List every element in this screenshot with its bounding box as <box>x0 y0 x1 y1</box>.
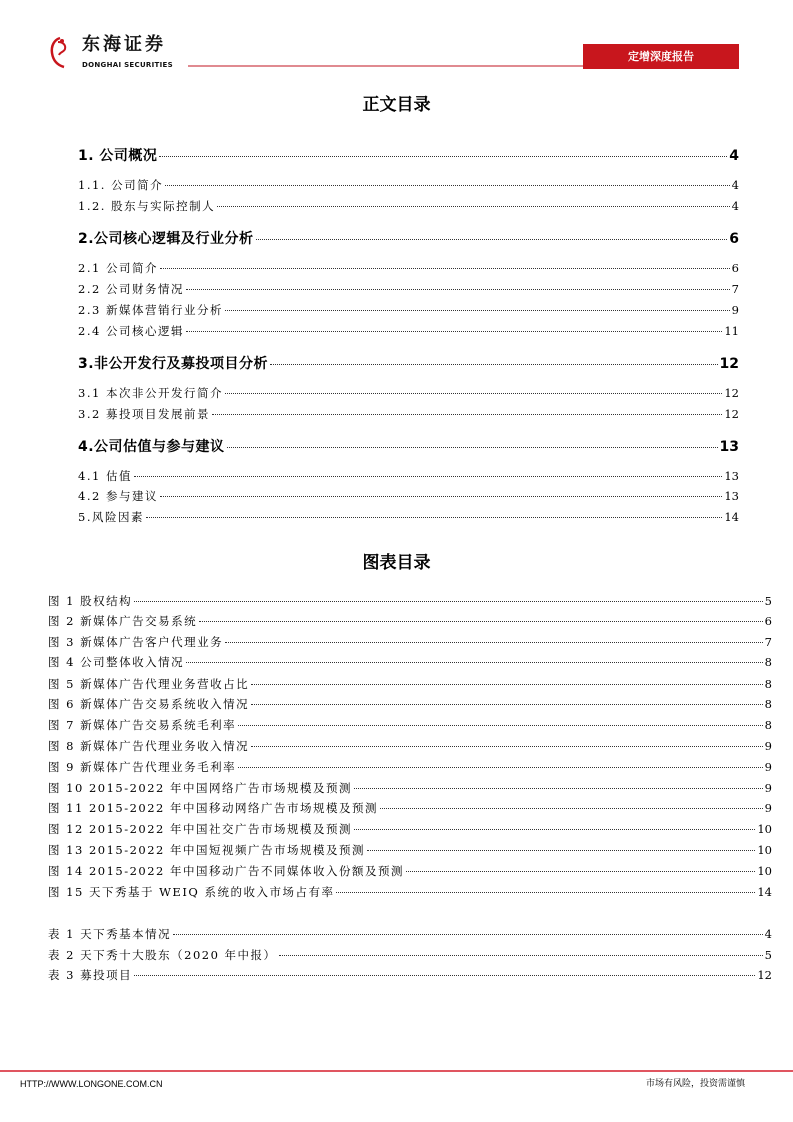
entry-label: 图 8 新媒体广告代理业务收入情况 <box>48 739 250 753</box>
dot-leader <box>354 829 755 830</box>
toc-title: 正文目录 <box>362 95 431 115</box>
entry-page: 8 <box>764 655 772 669</box>
entry-label: 2.4 公司核心逻辑 <box>78 324 184 338</box>
dot-leader <box>225 642 763 643</box>
toc-entry[interactable] <box>78 469 739 484</box>
toc-entry[interactable] <box>48 864 772 879</box>
footer-divider <box>0 1070 793 1072</box>
dot-leader <box>165 185 730 186</box>
entry-page: 12 <box>757 968 772 982</box>
entry-label: 图 13 2015-2022 年中国短视频广告市场规模及预测 <box>48 843 366 857</box>
entry-label: 图 15 天下秀基于 WEIQ 系统的收入市场占有率 <box>48 885 335 899</box>
entry-label: 5.风险因素 <box>78 510 144 524</box>
entry-label: 图 14 2015-2022 年中国移动广告不同媒体收入份额及预测 <box>48 864 405 878</box>
dot-leader <box>270 364 717 365</box>
toc-entry[interactable] <box>48 677 772 692</box>
toc-entry[interactable] <box>48 781 772 796</box>
dot-leader <box>173 934 763 935</box>
toc-entry[interactable] <box>48 614 772 629</box>
entry-page: 12 <box>724 386 739 400</box>
entry-page: 4 <box>729 148 739 164</box>
entry-label: 2.1 公司简介 <box>78 261 158 275</box>
entry-page: 9 <box>764 760 772 774</box>
toc-entry[interactable] <box>48 718 772 733</box>
entry-page: 7 <box>731 282 739 296</box>
toc-entry[interactable] <box>78 386 739 401</box>
toc-entry[interactable] <box>48 739 772 754</box>
dot-leader <box>134 476 722 477</box>
dot-leader <box>146 517 722 518</box>
toc-entry[interactable] <box>78 438 739 456</box>
entry-label: 图 5 新媒体广告代理业务营收占比 <box>48 677 250 691</box>
entry-page: 14 <box>724 510 739 524</box>
toc-entry[interactable] <box>78 147 739 165</box>
dot-leader <box>238 767 763 768</box>
entry-label: 图 11 2015-2022 年中国移动网络广告市场规模及预测 <box>48 801 379 815</box>
dot-leader <box>251 746 763 747</box>
toc-entry[interactable] <box>78 282 739 297</box>
entry-label: 图 3 新媒体广告客户代理业务 <box>48 635 224 649</box>
entry-label: 图 4 公司整体收入情况 <box>48 655 185 669</box>
dot-leader <box>134 601 763 602</box>
dot-leader <box>186 662 763 663</box>
toc-entry[interactable] <box>78 489 739 504</box>
logo-en-text: DONGHAI SECURITIES <box>82 61 173 69</box>
toc-entry[interactable] <box>78 355 739 373</box>
entry-page: 6 <box>729 231 739 247</box>
dot-leader <box>160 496 722 497</box>
dot-leader <box>238 725 763 726</box>
toc-entry[interactable] <box>78 230 739 248</box>
toc-entry[interactable] <box>78 178 739 193</box>
entry-page: 6 <box>731 261 739 275</box>
toc-entry[interactable] <box>78 303 739 318</box>
entry-page: 4 <box>731 199 739 213</box>
toc-entry[interactable] <box>78 324 739 339</box>
dot-leader <box>336 892 755 893</box>
entry-page: 5 <box>764 948 772 962</box>
entry-page: 5 <box>764 594 772 608</box>
header-divider <box>188 65 584 67</box>
toc-entry[interactable] <box>48 822 772 837</box>
entry-page: 13 <box>724 489 739 503</box>
dot-leader <box>159 156 727 157</box>
entry-label: 图 12 2015-2022 年中国社交广告市场规模及预测 <box>48 822 353 836</box>
entry-page: 6 <box>764 614 772 628</box>
entry-label: 3.非公开发行及募投项目分析 <box>78 356 269 372</box>
entry-page: 9 <box>731 303 739 317</box>
dot-leader <box>251 684 763 685</box>
entry-page: 13 <box>724 469 739 483</box>
dot-leader <box>406 871 755 872</box>
entry-label: 表 3 募投项目 <box>48 968 133 982</box>
toc-entry[interactable] <box>48 655 772 670</box>
toc-entry[interactable] <box>48 843 772 858</box>
entry-label: 2.公司核心逻辑及行业分析 <box>78 231 254 247</box>
toc-entry[interactable] <box>48 635 772 650</box>
toc-entry[interactable] <box>48 968 772 983</box>
entry-page: 14 <box>757 885 772 899</box>
dot-leader <box>212 414 722 415</box>
figures-title: 图表目录 <box>362 553 431 573</box>
dot-leader <box>134 975 755 976</box>
entry-page: 4 <box>764 927 772 941</box>
entry-label: 4.2 参与建议 <box>78 489 158 503</box>
entry-page: 8 <box>764 697 772 711</box>
entry-page: 9 <box>764 781 772 795</box>
entry-page: 11 <box>724 324 739 338</box>
entry-page: 13 <box>719 439 739 455</box>
dot-leader <box>199 621 763 622</box>
entry-page: 7 <box>764 635 772 649</box>
entry-label: 图 1 股权结构 <box>48 594 133 608</box>
entry-label: 2.3 新媒体营销行业分析 <box>78 303 223 317</box>
entry-label: 3.1 本次非公开发行简介 <box>78 386 223 400</box>
entry-label: 表 2 天下秀十大股东（2020 年中报） <box>48 948 277 962</box>
toc-entry[interactable] <box>78 510 739 525</box>
dot-leader <box>186 331 722 332</box>
entry-page: 8 <box>764 718 772 732</box>
dot-leader <box>160 268 730 269</box>
toc-entry[interactable] <box>48 697 772 712</box>
entry-label: 图 6 新媒体广告交易系统收入情况 <box>48 697 250 711</box>
toc-entry[interactable] <box>48 927 772 942</box>
entry-page: 9 <box>764 739 772 753</box>
toc-entry[interactable] <box>48 594 772 609</box>
entry-label: 4.1 估值 <box>78 469 132 483</box>
dot-leader <box>380 808 763 809</box>
entry-page: 9 <box>764 801 772 815</box>
dot-leader <box>186 289 730 290</box>
entry-label: 图 9 新媒体广告代理业务毛利率 <box>48 760 237 774</box>
entry-label: 1. 公司概况 <box>78 148 158 164</box>
donghai-logo <box>48 34 188 72</box>
toc-entry[interactable] <box>48 760 772 775</box>
entry-page: 4 <box>731 178 739 192</box>
dot-leader <box>279 955 763 956</box>
dot-leader <box>251 704 763 705</box>
toc-entry[interactable] <box>78 261 739 276</box>
dot-leader <box>225 393 722 394</box>
entry-label: 图 10 2015-2022 年中国网络广告市场规模及预测 <box>48 781 353 795</box>
entry-page: 10 <box>757 822 772 836</box>
toc-entry[interactable] <box>78 407 739 422</box>
dot-leader <box>225 310 730 311</box>
entry-label: 图 7 新媒体广告交易系统毛利率 <box>48 718 237 732</box>
footer-disclaimer: 市场有风险，投资需谨慎 <box>645 1079 745 1089</box>
entry-page: 12 <box>719 356 739 372</box>
dot-leader <box>354 788 763 789</box>
entry-label: 1.2. 股东与实际控制人 <box>78 199 216 213</box>
footer-url[interactable]: HTTP://WWW.LONGONE.COM.CN <box>20 1079 163 1089</box>
entry-page: 10 <box>757 864 772 878</box>
entry-page: 8 <box>764 677 772 691</box>
entry-label: 4.公司估值与参与建议 <box>78 439 225 455</box>
dot-leader <box>256 239 728 240</box>
report-type-badge: 定增深度报告 <box>583 44 739 69</box>
dragon-logo-icon <box>48 36 70 70</box>
toc-entry[interactable] <box>48 948 772 963</box>
toc-entry[interactable] <box>48 885 772 900</box>
toc-entry[interactable] <box>48 801 772 816</box>
entry-page: 12 <box>724 407 739 421</box>
dot-leader <box>367 850 755 851</box>
dot-leader <box>227 447 718 448</box>
toc-entry[interactable] <box>78 199 739 214</box>
entry-label: 表 1 天下秀基本情况 <box>48 927 172 941</box>
entry-label: 3.2 募投项目发展前景 <box>78 407 210 421</box>
dot-leader <box>217 206 730 207</box>
entry-label: 1.1. 公司简介 <box>78 178 164 192</box>
entry-label: 图 2 新媒体广告交易系统 <box>48 614 198 628</box>
entry-page: 10 <box>757 843 772 857</box>
entry-label: 2.2 公司财务情况 <box>78 282 184 296</box>
logo-cn-text: 东海证券 <box>82 34 166 55</box>
